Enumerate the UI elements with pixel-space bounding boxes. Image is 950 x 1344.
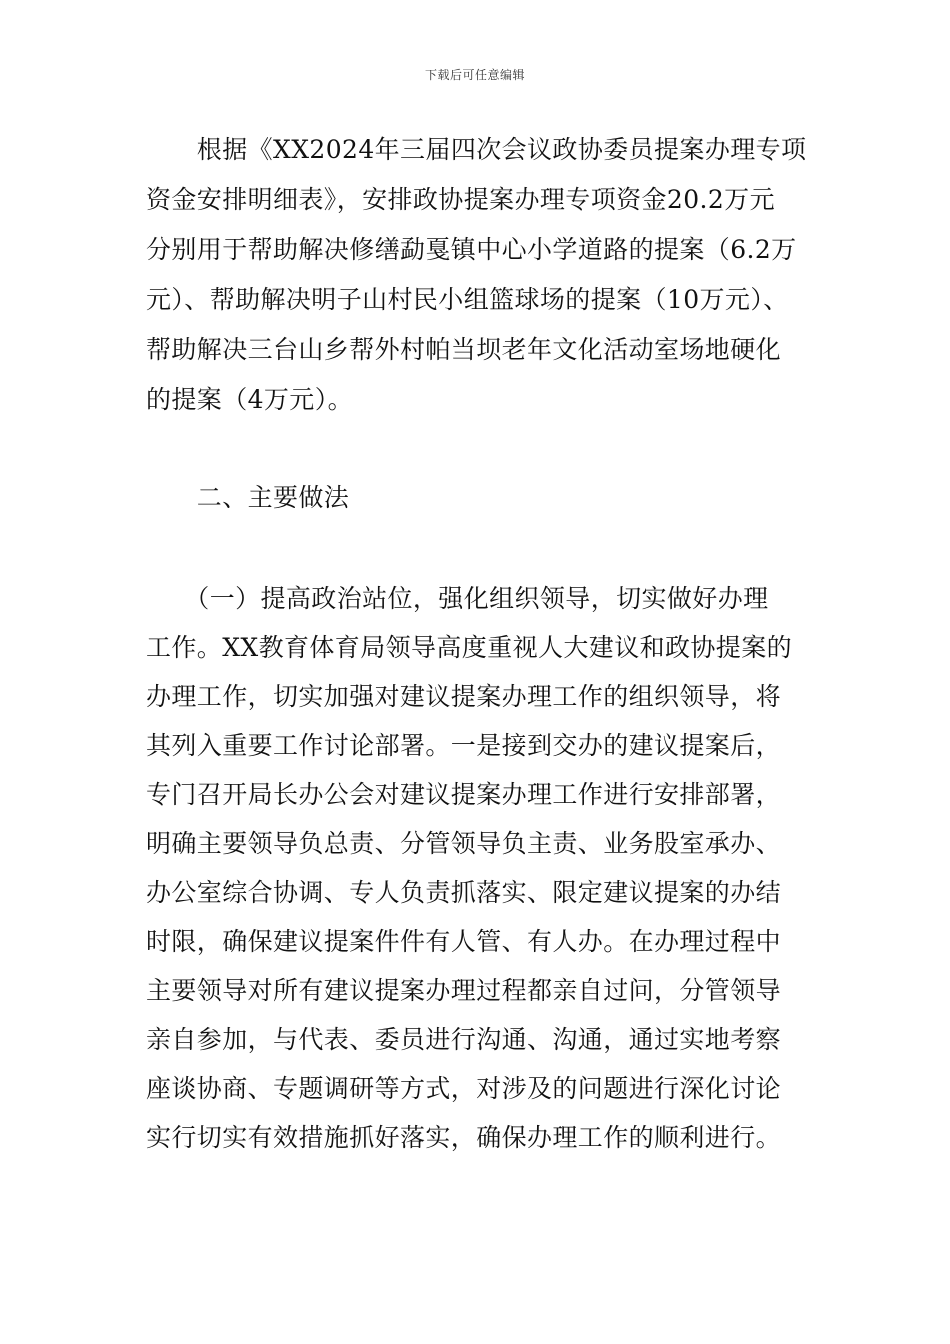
text-line: 分别用于帮助解决修缮勐戛镇中心小学道路的提案（6.2万 (146, 235, 797, 264)
text-line: （一）提高政治站位，强化组织领导，切实做好办理 (146, 584, 769, 613)
text-line: 的提案（4万元）。 (146, 385, 354, 414)
text-line: 时限，确保建议提案件件有人管、有人办。在办理过程中 (146, 927, 782, 956)
text-line: 明确主要领导负总责、分管领导负主责、业务股室承办、 (146, 829, 782, 858)
text-line: 工作。XX教育体育局领导高度重视人大建议和政协提案的 (146, 633, 792, 662)
text-line: 办公室综合协调、专人负责抓落实、限定建议提案的办结 (146, 878, 782, 907)
section-heading: 二、主要做法 (146, 483, 350, 512)
text-line: 其列入重要工作讨论部署。一是接到交办的建议提案后， (146, 731, 782, 760)
text-line: 实行切实有效措施抓好落实，确保办理工作的顺利进行。 (146, 1123, 782, 1152)
text-line: 根据《XX2024年三届四次会议政协委员提案办理专项 (146, 135, 807, 164)
text-line: 专门召开局长办公会对建议提案办理工作进行安排部署， (146, 780, 782, 809)
text-line: 座谈协商、专题调研等方式，对涉及的问题进行深化讨论 (146, 1074, 782, 1103)
text-line: 亲自参加，与代表、委员进行沟通、沟通，通过实地考察 (146, 1025, 782, 1054)
text-line: 资金安排明细表》，安排政协提案办理专项资金20.2万元 (146, 185, 775, 214)
text-line: 办理工作，切实加强对建议提案办理工作的组织领导，将 (146, 682, 782, 711)
text-line: 主要领导对所有建议提案办理过程都亲自过问，分管领导 (146, 976, 782, 1005)
page-header: 下载后可任意编辑 (424, 68, 525, 82)
text-line: 帮助解决三台山乡帮外村帕当坝老年文化活动室场地硬化 (146, 335, 782, 364)
text-line: 元）、帮助解决明子山村民小组篮球场的提案（10万元）、 (146, 285, 789, 314)
